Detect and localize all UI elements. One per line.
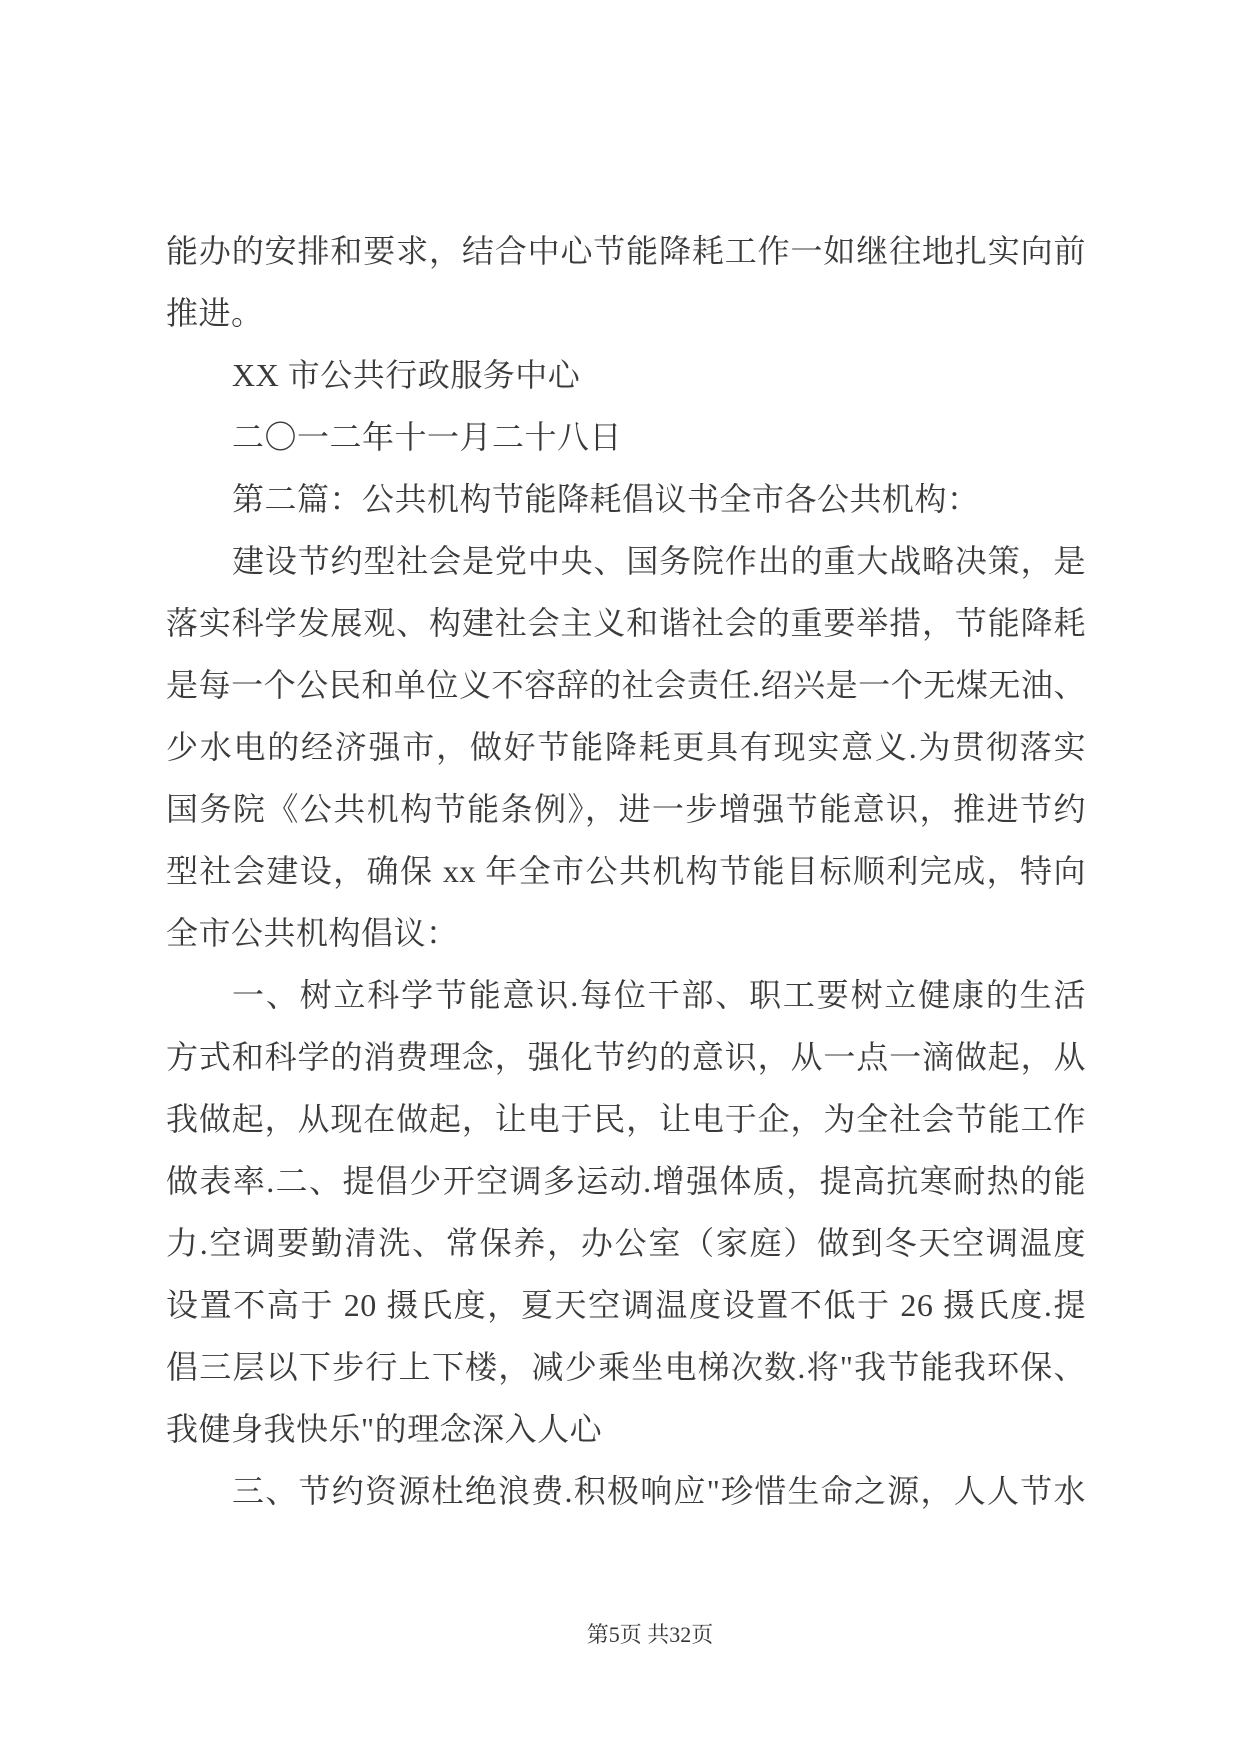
text-line: 全市公共机构倡议： bbox=[166, 915, 459, 951]
text-line: 设置不高于 20 摄氏度，夏天空调温度设置不低于 26 摄氏度.提 bbox=[166, 1287, 1086, 1323]
text-line: 推进。 bbox=[166, 295, 264, 331]
text-line: 国务院《公共机构节能条例》，进一步增强节能意识，推进节约 bbox=[166, 791, 1086, 827]
text-line: 落实科学发展观、构建社会主义和谐社会的重要举措，节能降耗 bbox=[166, 605, 1086, 641]
text-line: 能办的安排和要求，结合中心节能降耗工作一如继往地扎实向前 bbox=[166, 233, 1086, 269]
text-line: 是每一个公民和单位义不容辞的社会责任.绍兴是一个无煤无油、 bbox=[166, 667, 1086, 703]
page-number-footer: 第5页 共32页 bbox=[586, 1622, 714, 1647]
text-line-section-title: 第二篇：公共机构节能降耗倡议书全市各公共机构： bbox=[232, 481, 980, 517]
text-line: 做表率.二、提倡少开空调多运动.增强体质，提高抗寒耐热的能 bbox=[166, 1163, 1086, 1199]
text-line: 一、树立科学节能意识.每位干部、职工要树立健康的生活 bbox=[232, 977, 1086, 1013]
text-line: 我健身我快乐"的理念深入人心 bbox=[166, 1411, 603, 1447]
text-line: 型社会建设，确保 xx 年全市公共机构节能目标顺利完成，特向 bbox=[166, 853, 1086, 889]
text-line: 建设节约型社会是党中央、国务院作出的重大战略决策，是 bbox=[232, 543, 1086, 579]
text-line-date: 二〇一二年十一月二十八日 bbox=[232, 419, 623, 455]
text-line: 倡三层以下步行上下楼，减少乘坐电梯次数.将"我节能我环保、 bbox=[166, 1349, 1086, 1385]
text-line: 力.空调要勤清洗、常保养，办公室（家庭）做到冬天空调温度 bbox=[166, 1225, 1086, 1261]
text-line-signature: XX 市公共行政服务中心 bbox=[232, 357, 581, 393]
text-line: 我做起，从现在做起，让电于民，让电于企，为全社会节能工作 bbox=[166, 1101, 1086, 1137]
document-body-text bbox=[166, 220, 1086, 1522]
text-line: 少水电的经济强市，做好节能降耗更具有现实意义.为贯彻落实 bbox=[166, 729, 1086, 765]
text-line: 三、节约资源杜绝浪费.积极响应"珍惜生命之源，人人节水 bbox=[232, 1473, 1086, 1509]
text-line: 方式和科学的消费理念，强化节约的意识，从一点一滴做起，从 bbox=[166, 1039, 1086, 1075]
